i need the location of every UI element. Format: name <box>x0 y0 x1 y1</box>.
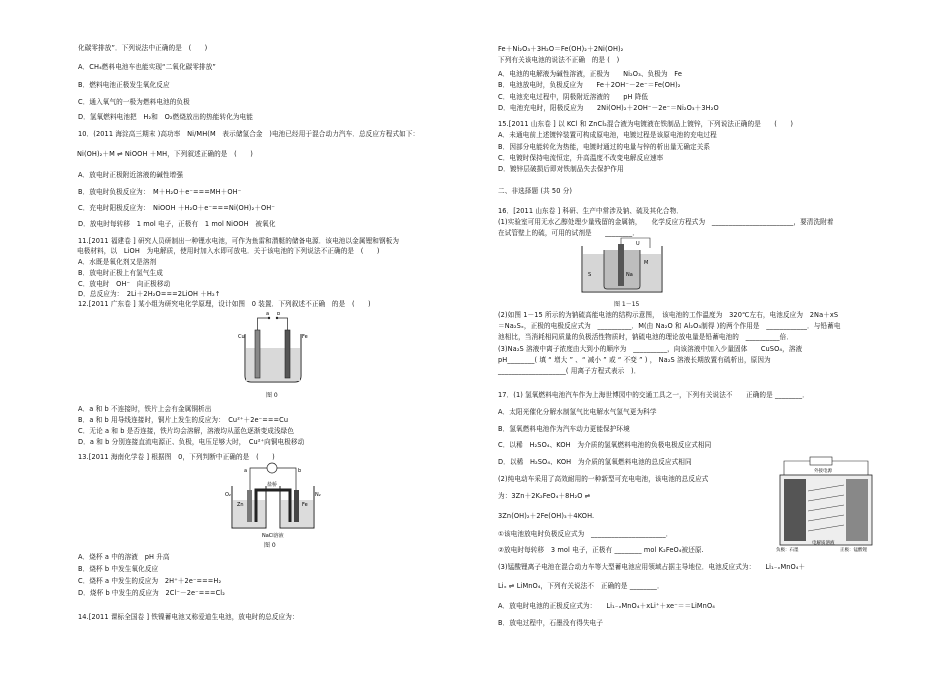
option-d: D．a 和 b 分别连接直流电源正、负极，电压足够大时， Cu²⁺向铜电极移动 <box>78 438 305 446</box>
option-c: C．无论 a 和 b 是否连接，铁片均会溶解，溶液均从蓝色逐渐变成浅绿色 <box>78 427 295 435</box>
figure-13-caption: 图 0 <box>264 542 276 549</box>
figure-17-battery <box>776 455 876 565</box>
fig12-label-fe: Fe <box>302 334 308 340</box>
option-a: A．放电时电池的正极反应式为： Li₁₋ₓMnO₄＋xLi⁺＋xe⁻＝＝LiMnO₄ <box>498 602 715 610</box>
fig12-label-a: a <box>266 312 270 317</box>
question-16-part3-cont: pH________( 填 “ 增大 ” 、“ 减小 ” 或 “ 不变 ” ) ， Na₂S 溶液长期放置有硫析出，原因为 <box>498 356 771 364</box>
figure-12-caption: 图 0 <box>266 392 278 399</box>
fig17-label-power: 外接电源 <box>814 469 832 474</box>
fig13-label-b: b <box>298 468 302 474</box>
question-17-part3: (3)锰酸锂离子电池在混合动力车等大型蓄电池应用领域占据主导地位．电池反应式为： Li₁₋ₓMnO₄＋ <box>498 563 806 571</box>
question-10: 10．(2011 海淀高三期末 )高功率 Ni/MH(M 表示储氢合金 )电池已经用于混合动力汽车．总反应方程式如下： <box>78 130 420 138</box>
question-13: 13.[2011 海南化学卷 ] 根据图 0，下列判断中正确的是 ( ) <box>78 453 275 461</box>
option-a: A．放电时正极附近溶液的碱性增强 <box>78 171 184 179</box>
fig16-label-na: Na <box>626 272 633 278</box>
option-a: A．a 和 b 不连接时，铁片上会有金属铜析出 <box>78 405 212 413</box>
question-17-blank1: ①该电池放电时负极反应式为 ______________________． <box>498 530 673 538</box>
question-11: 11.[2011 福建卷 ] 研究人员研制出一种锂水电池，可作为鱼雷和潜艇的储备电源．该电池以金属锂和钢板为 <box>78 237 400 245</box>
option-c: C．充电时阳极反应为： NiOOH ＋H₂O＋e⁻===Ni(OH)₂＋OH⁻ <box>78 204 275 212</box>
question-14: 14.[2011 课标全国卷 ] 铁镍蓄电池又称爱迪生电池，放电时的总反应为： <box>78 613 299 621</box>
option-a: A．水既是氧化剂又是溶剂 <box>78 258 157 266</box>
question-16-part3-cont: ____________________( 用离子方程式表示 )． <box>498 367 641 375</box>
fig16-label-s: S <box>588 272 592 278</box>
fig17-label-anode: 负极：石墨 <box>776 548 799 553</box>
option-d: D．烧杯 b 中发生的反应为 2Cl⁻－2e⁻===Cl₂ <box>78 589 225 597</box>
option-a: A．烧杯 a 中的溶液 pH 升高 <box>78 553 170 561</box>
option-a: A．电池的电解液为碱性溶液，正极为 Ni₂O₃、负极为 Fe <box>498 70 682 78</box>
question-14-cont: 下列有关该电池的说法不正确 的是 ( ) <box>498 56 620 64</box>
fig16-label-m: M <box>644 260 649 266</box>
question-15: 15.[2011 山东卷 ] 以 KCl 和 ZnCl₂混合液为电镀液在铁制品上镀锌，下列说法正确的是 ( ) <box>498 120 794 128</box>
option-a: A．未通电前上述镀锌装置可构成原电池，电镀过程是该原电池的充电过程 <box>498 131 717 139</box>
option-a: A．CH₄燃料电池车也能实现“二氧化碳零排放” <box>78 63 216 71</box>
option-d: D．放电时每转移 1 mol 电子，正极有 1 mol NiOOH 被氧化 <box>78 220 276 228</box>
option-d: D．以稀 H₂SO₄、KOH 为介质的氢氧燃料电池的总反应式相同 <box>498 458 692 466</box>
section-heading: 二、非选择题 (共 50 分) <box>498 187 573 195</box>
option-b: B．电池放电时，负极反应为 Fe＋2OH⁻－2e⁻＝Fe(OH)₂ <box>498 81 681 89</box>
option-b: B．燃料电池正极发生氧化反应 <box>78 81 170 89</box>
option-b: B．烧杯 b 中发生氧化反应 <box>78 565 159 573</box>
option-b: B．放电过程中，石墨没有得失电子 <box>498 619 604 627</box>
question-16-part1-cont: 在试管壁上的硫，可用的试剂是 ________． <box>498 229 639 237</box>
equation: Ni(OH)₂＋M ⇌ NiOOH ＋MH，下列叙述正确的是 ( ) <box>77 150 253 158</box>
question-11-cont: 电极材料，以 LiOH 为电解质，使用时加入水即可放电．关于该电池的下列说法不正确的是 ( ) <box>77 247 380 255</box>
option-c: C．烧杯 a 中发生的反应为 2H⁺＋2e⁻===H₂ <box>78 577 222 585</box>
option-a: A．太阳光催化分解水制氢气比电解水气氢气更为科学 <box>498 408 657 416</box>
fig13-label-fe: Fe <box>302 502 308 508</box>
question-12: 12.[2011 广东卷 ] 某小组为研究电化学原理，设计如图 0 装置．下列叙述不正确 的是 ( ) <box>78 300 371 308</box>
question-16-part2: (2)如图 1－15 所示的为钠硫高能电池的结构示意图， 该电池的工作温度为 320℃左右，电池反应为 2Na＋xS <box>498 311 839 319</box>
option-b: B．a 和 b 用导线连接时，铜片上发生的反应为： Cu²⁺＋2e⁻===Cu <box>78 416 289 424</box>
option-d: D．电池充电时，阳极反应为 2Ni(OH)₂＋2OH⁻－2e⁻＝Ni₂O₃＋3H₂O <box>498 104 719 112</box>
option-b: B．放电时正极上有氢气生成 <box>78 269 163 277</box>
figure-13-cell <box>224 462 324 540</box>
text-line: 化碳零排放”．下列说法中正确的是 ( ) <box>78 44 208 52</box>
question-16-part2-cont: ＝Na₂Sₓ，正极的电极反应式为 __________．M(由 Na₂O 和 Al₂O₃制得 )的两个作用是 ____________．与铅蓄电 <box>498 322 841 330</box>
option-d: D．总反应为： 2Li＋2H₂O===2LiOH ＋H₂↑ <box>78 290 221 298</box>
fig12-label-cu: Cu <box>238 334 245 340</box>
equation: Fe＋Ni₂O₃＋3H₂O＝Fe(OH)₂＋2Ni(OH)₂ <box>498 45 624 53</box>
fig12-label-b: b <box>277 312 281 317</box>
option-c: C．通入氧气的一极为燃料电池的负极 <box>78 98 190 106</box>
fig13-label-bridge: 盐桥 <box>267 482 278 488</box>
option-d: D．镀锌层破损后即对铁制品失去保护作用 <box>498 165 624 173</box>
fig13-label-nacl: NaCl溶液 <box>262 533 284 539</box>
fig16-label-u: U <box>636 241 640 247</box>
option-c: C．放电时 OH⁻ 向正极移动 <box>78 280 171 288</box>
fig13-label-n2: N₂ <box>315 492 321 498</box>
option-c: C．电池充电过程中，阴极附近溶液的 pH 降低 <box>498 93 649 101</box>
fig13-label-o2: O₂ <box>225 492 231 498</box>
fig17-label-cathode: 正极：锰酸锂 <box>840 548 867 553</box>
question-16-part2-cont: 池相比，当消耗相同质量的负极活性物质时，钠硫电池的理论放电量是铅蓄电池的 __________倍． <box>498 333 794 341</box>
question-16-part1: (1)实验室可用无水乙醇处理少量残留的金属钠， 化学反应方程式为 ________________________，要清洗附着 <box>498 218 834 226</box>
equation-cont: Liₓ ⇌ LiMnO₄，下列有关说法不 正确的是 ________． <box>498 582 664 590</box>
option-c: C．电镀时保持电流恒定，升高温度不改变电解反应速率 <box>498 154 664 162</box>
equation-cont: 3Zn(OH)₂＋2Fe(OH)₃＋4KOH. <box>498 512 595 520</box>
fig13-label-zn: Zn <box>237 502 244 508</box>
equation: 为：3Zn＋2K₂FeO₄＋8H₂O ⇌ <box>498 492 591 500</box>
question-17: 17．(1) 氢氧燃料电池汽车作为上海世博园中的交通工具之一，下列有关说法不 正确的是 ________． <box>498 391 809 399</box>
question-16: 16．[2011 山东卷 ] 科研、生产中常涉及钠、硫及其化合物． <box>498 207 683 215</box>
question-17-part2: (2)纯电动车采用了高效耐用的一种新型可充电电池，该电池的总反应式 <box>498 475 709 483</box>
fig13-label-a: a <box>244 468 248 474</box>
option-d: D．氢氧燃料电池把 H₂和 O₂燃烧放出的热能转化为电能 <box>78 113 253 121</box>
figure-16-caption: 图 1－15 <box>614 301 640 308</box>
question-17-blank2: ②放电时每转移 3 mol 电子，正极有 ________ mol K₂FeO₄被还原. <box>498 546 704 554</box>
option-b: B．因部分电能转化为热能，电镀时通过的电量与锌的析出量无确定关系 <box>498 143 711 151</box>
option-b: B．氢氧燃料电池作为汽车动力更能保护环境 <box>498 425 630 433</box>
option-b: B．放电时负极反应为： M＋H₂O＋e⁻===MH＋OH⁻ <box>78 188 242 196</box>
figure-12-beaker <box>235 312 315 388</box>
figure-16-battery <box>578 236 666 296</box>
fig17-label-electrolyte: 电解质溶液 <box>812 541 835 546</box>
option-c: C．以稀 H₂SO₄、KOH 为介质的氢氧燃料电池的负极电极反应式相同 <box>498 441 712 449</box>
question-16-part3: (3)Na₂S 溶液中离子浓度由大到小的顺序为 __________，向该溶液中加入少量固体 CuSO₄，溶液 <box>498 345 803 353</box>
